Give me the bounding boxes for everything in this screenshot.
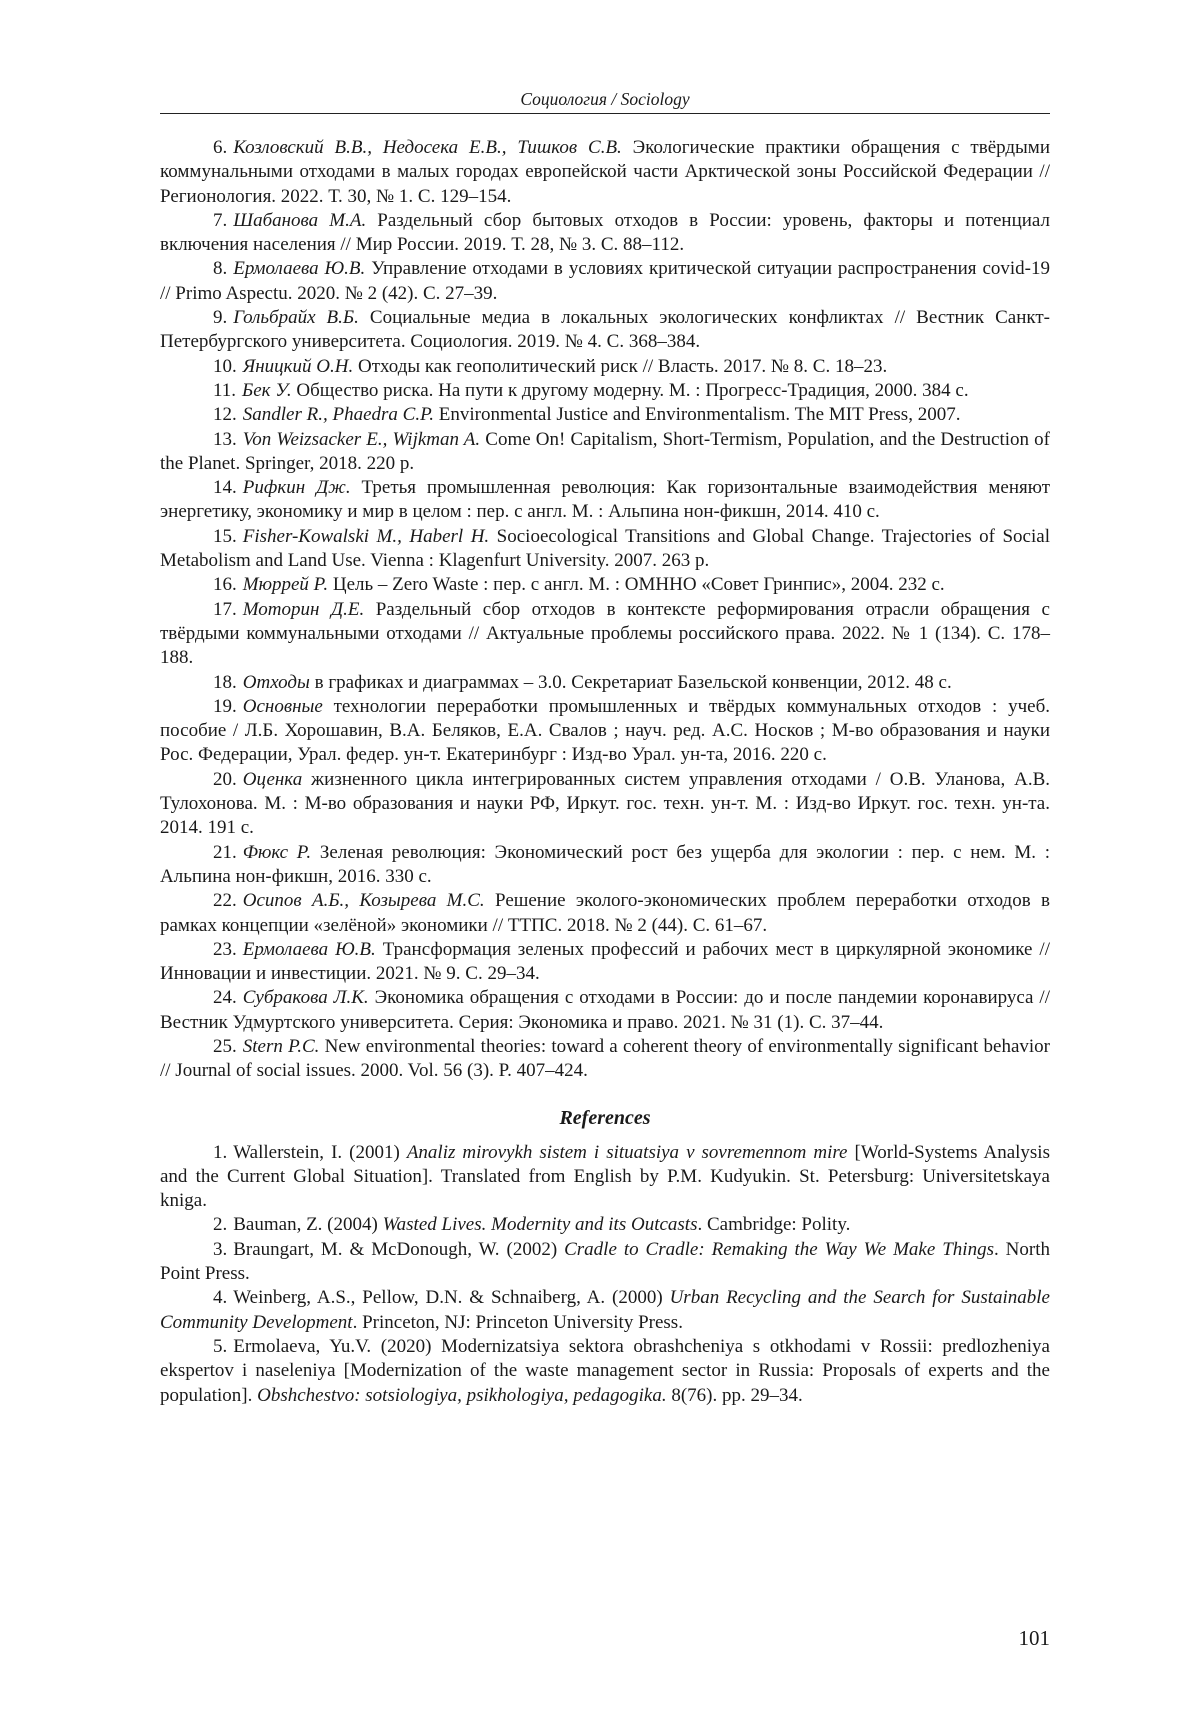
entry-text: Wallerstein, I. (2001) xyxy=(233,1141,407,1163)
entry-text: Третья промышленная революция: Как горизонтальные взаимодействия меняют энергетику, экономику и мир в целом : пер. с англ. М. : Альпина нон-фикшн, 2014. 410 с. xyxy=(160,477,1051,523)
entry-text: . Princeton, NJ: Princeton University Press. xyxy=(352,1311,683,1333)
entry-title: Wasted Lives. Modernity and its Outcasts xyxy=(382,1214,698,1236)
entry-number: 9. xyxy=(213,307,228,329)
entry-number: 25. xyxy=(213,1035,237,1057)
entry-number: 14. xyxy=(213,477,237,499)
entry-text: технологии переработки промышленных и твёрдых коммунальных отходов : учеб. пособие / Л.Б. Хорошавин, В.А. Беляков, Е.А. Свалов ; науч. ред. А.С. Носков ; М-во образования и науки Рос. Федерации, Урал. федер. ун-т. Екатеринбург : Изд-во Урал. ун-та, 2016. 220 с. xyxy=(160,695,1050,766)
reference-entry xyxy=(160,1213,1050,1237)
bibliography-entry xyxy=(160,695,1050,768)
entry-number: 15. xyxy=(213,525,237,547)
entry-author: Ермолаева Ю.В. xyxy=(233,258,366,280)
bibliography-entry xyxy=(160,257,1050,306)
entry-number: 13. xyxy=(213,428,237,450)
entry-author: Яницкий О.Н. xyxy=(242,355,354,377)
entry-number: 3. xyxy=(213,1238,228,1260)
entry-title: Obshchestvo: sotsiologiya, psikhologiya, pedagogika. xyxy=(257,1384,667,1406)
bibliography-entry xyxy=(160,598,1050,671)
entry-title: Urban Recycling and the Search for Sustainable Community Development xyxy=(160,1287,1050,1333)
entry-title: Cradle to Cradle: Remaking the Way We Make Things xyxy=(564,1238,994,1260)
bibliography-entry xyxy=(160,209,1050,258)
entry-number: 11. xyxy=(213,379,237,401)
entry-text: Weinberg, A.S., Pellow, D.N. & Schnaiberg, A. (2000) xyxy=(233,1287,670,1309)
bibliography-entry xyxy=(160,476,1050,525)
bibliography-entry xyxy=(160,355,1050,379)
entry-text: New environmental theories: toward a coherent theory of environmentally significant behavior // Journal of social issues. 2000. Vol. 56 (3). P. 407–424. xyxy=(160,1035,1050,1082)
entry-author: Рифкин Дж. xyxy=(242,477,351,499)
entry-author: Отходы xyxy=(242,671,310,693)
bibliography-entry xyxy=(160,986,1050,1035)
entry-number: 19. xyxy=(213,695,237,717)
entry-text: Решение эколого-экономических проблем переработки отходов в рамках концепции «зелёной» экономики // ТТПС. 2018. № 2 (44). С. 61–67. xyxy=(160,890,1050,936)
bibliography-entry xyxy=(160,428,1050,477)
entry-number: 7. xyxy=(213,209,228,231)
entry-number: 21. xyxy=(213,841,237,863)
entry-text: Социальные медиа в локальных экологических конфликтах // Вестник Санкт-Петербургского университета. Социология. 2019. № 4. С. 368–384. xyxy=(160,307,1050,353)
entry-text: Экологические практики обращения с твёрдыми коммунальными отходами в малых городах европейской части Арктической зоны Российской Федерации // Регионология. 2022. Т. 30, № 1. С. 129–154. xyxy=(160,137,1050,207)
entry-author: Осипов А.Б., Козырева М.С. xyxy=(242,890,485,912)
entry-number: 17. xyxy=(213,598,237,620)
entry-number: 20. xyxy=(213,768,237,790)
entry-text: Come On! Capitalism, Short-Termism, Population, and the Destruction of the Planet. Springer, 2018. 220 p. xyxy=(160,428,1050,474)
entry-author: Субракова Л.К. xyxy=(242,987,369,1009)
entry-number: 1. xyxy=(213,1141,228,1163)
references-list xyxy=(160,1141,1050,1408)
entry-text: Socioecological Transitions and Global Change. Trajectories of Social Metabolism and Land Use. Vienna : Klagenfurt University. 2007. 263 p. xyxy=(160,525,1050,572)
entry-author: Stern P.C. xyxy=(242,1035,320,1057)
entry-author: Ермолаева Ю.В. xyxy=(242,938,376,960)
entry-author: Гольбрайх В.Б. xyxy=(233,307,359,329)
entry-number: 5. xyxy=(213,1335,228,1357)
reference-entry xyxy=(160,1335,1050,1408)
entry-text: Раздельный сбор бытовых отходов в России: уровень, факторы и потенциал включения населения // Мир России. 2019. Т. 28, № 3. С. 88–112. xyxy=(160,209,1050,256)
bibliography-entry xyxy=(160,671,1050,695)
bibliography-entry xyxy=(160,379,1050,403)
entry-author: Fisher-Kowalski M., Haberl H. xyxy=(242,525,490,547)
entry-number: 6. xyxy=(213,137,228,158)
entry-text: . North Point Press. xyxy=(160,1238,1050,1285)
entry-text: [World-Systems Analysis and the Current Global Situation]. Translated from English by P.M. Kudyukin. St. Petersburg: Universitetskaya kniga. xyxy=(160,1141,1050,1212)
entry-number: 10. xyxy=(213,355,237,377)
entry-text: . Cambridge: Polity. xyxy=(697,1214,851,1236)
bibliography-entry xyxy=(160,889,1050,938)
bibliography-entry xyxy=(160,938,1050,987)
entry-title: Analiz mirovykh sistem i situatsiya v sovremennom mire xyxy=(406,1141,848,1163)
running-head: Социология / Sociology xyxy=(520,89,690,109)
entry-text: Bauman, Z. (2004) xyxy=(233,1214,383,1236)
entry-author: Мюррей Р. xyxy=(242,574,329,596)
entry-author: Оценка xyxy=(242,768,303,790)
entry-text: Braungart, M. & McDonough, W. (2002) xyxy=(233,1238,565,1260)
entry-number: 16. xyxy=(213,574,237,596)
bibliography-entry xyxy=(160,841,1050,890)
entry-author: Фюкс Р. xyxy=(242,841,312,863)
bibliography-entry xyxy=(160,573,1050,597)
reference-entry xyxy=(160,1141,1050,1214)
entry-number: 22. xyxy=(213,890,237,912)
entry-author: Sandler R., Phaedra C.P. xyxy=(242,404,434,426)
page-number: 101 xyxy=(1018,1626,1050,1650)
entry-number: 12. xyxy=(213,404,237,426)
entry-number: 23. xyxy=(213,938,237,960)
header-rule xyxy=(160,113,1050,114)
reference-entry xyxy=(160,1238,1050,1287)
entry-text: Environmental Justice and Environmentalism. The MIT Press, 2007. xyxy=(433,404,961,426)
entry-text: Зеленая революция: Экономический рост без ущерба для экологии : пер. с нем. М. : Альпина нон-фикшн, 2016. 330 с. xyxy=(160,841,1050,887)
entry-text: Экономика обращения с отходами в России: до и после пандемии коронавируса // Вестник Удмуртского университета. Серия: Экономика и право. 2021. № 31 (1). С. 37–44. xyxy=(160,987,1050,1033)
entry-number: 24. xyxy=(213,987,237,1009)
entry-text: Управление отходами в условиях критической ситуации распространения covid-19 // Primo Aspectu. 2020. № 2 (42). С. 27–39. xyxy=(160,258,1050,304)
entry-number: 18. xyxy=(213,671,237,693)
bibliography-entry xyxy=(160,768,1050,841)
entry-text: Раздельный сбор отходов в контексте реформирования отрасли обращения с твёрдыми коммунальными отходами // Актуальные проблемы российского права. 2022. № 1 (134). С. 178–188. xyxy=(160,598,1050,669)
entry-number: 4. xyxy=(213,1287,228,1309)
entry-text: Общество риска. На пути к другому модерну. М. : Прогресс-Традиция, 2000. 384 с. xyxy=(291,379,969,401)
entry-text: Ermolaeva, Yu.V. (2020) Modernizatsiya sektora obrashcheniya s otkhodami v Rossii: predlozheniya ekspertov i naseleniya [Modernization of the waste management sector in Russia: Proposals of experts and the population]. xyxy=(160,1335,1050,1406)
bibliography-entry xyxy=(160,403,1050,427)
bibliography-entry xyxy=(160,136,1050,209)
entry-text: Отходы как геополитический риск // Власть. 2017. № 8. С. 18–23. xyxy=(353,355,888,377)
entry-text: Цель – Zero Waste : пер. с англ. М. : ОМННО «Совет Гринпис», 2004. 232 с. xyxy=(328,574,945,596)
entry-author: Von Weizsacker E., Wijkman A. xyxy=(242,428,481,450)
page-body xyxy=(160,136,1050,1408)
bibliography-entry xyxy=(160,525,1050,574)
entry-author: Козловский В.В., Недосека Е.В., Тишков С.В. xyxy=(233,137,622,158)
entry-text: жизненного цикла интегрированных систем управления отходами / О.В. Уланова, А.В. Тулохонова. М. : М-во образования и науки РФ, Иркут. гос. техн. ун-т. М. : Изд-во Иркут. гос. техн. ун-та. 2014. 191 с. xyxy=(160,768,1050,839)
entry-text: 8(76). pp. 29–34. xyxy=(666,1384,803,1406)
entry-author: Основные xyxy=(242,695,323,717)
entry-text: Трансформация зеленых профессий и рабочих мест в циркулярной экономике // Инновации и инвестиции. 2021. № 9. С. 29–34. xyxy=(160,938,1050,985)
entry-number: 2. xyxy=(213,1214,228,1236)
bibliography-entry xyxy=(160,306,1050,355)
references-title: References xyxy=(559,1106,651,1129)
entry-number: 8. xyxy=(213,258,228,280)
bibliography-list xyxy=(160,136,1050,1084)
entry-author: Моторин Д.Е. xyxy=(242,598,365,620)
reference-entry xyxy=(160,1286,1050,1335)
entry-text: в графиках и диаграммах – 3.0. Секретариат Базельской конвенции, 2012. 48 с. xyxy=(309,671,952,693)
entry-author: Бек У. xyxy=(242,379,292,401)
bibliography-entry xyxy=(160,1035,1050,1084)
entry-author: Шабанова М.А. xyxy=(233,209,367,231)
